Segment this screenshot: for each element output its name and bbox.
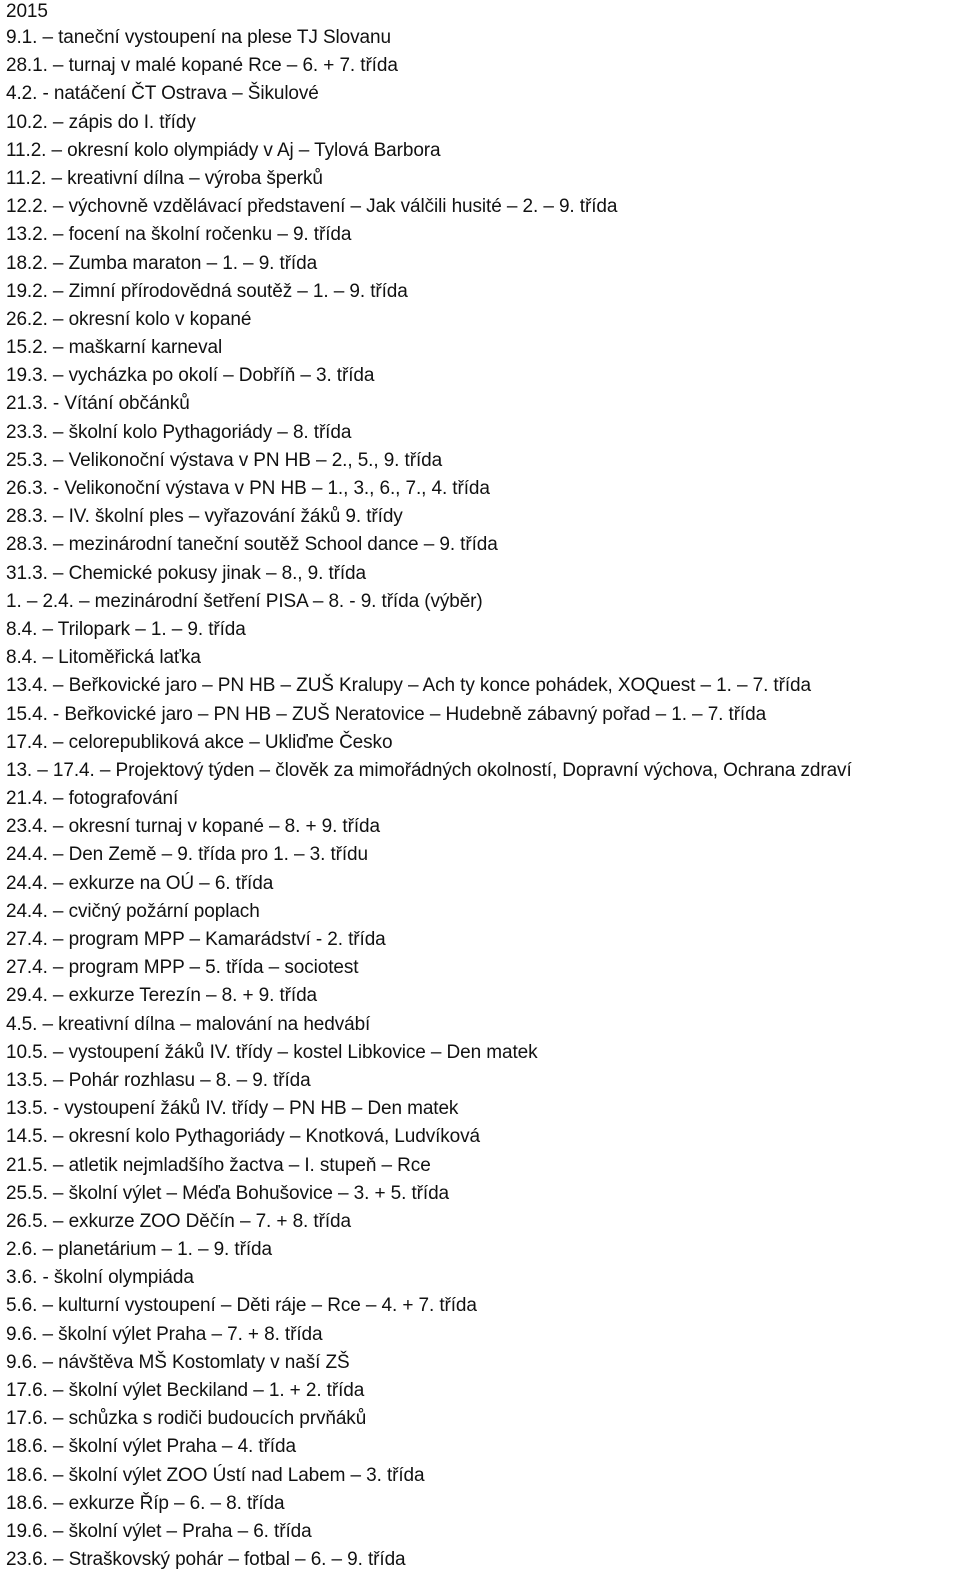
event-item: 21.5. – atletik nejmladšího žactva – I. stupeň – Rce bbox=[6, 1154, 431, 1176]
event-item: 18.6. – školní výlet Praha – 4. třída bbox=[6, 1436, 296, 1458]
event-item: 17.6. – školní výlet Beckiland – 1. + 2. třída bbox=[6, 1380, 365, 1401]
event-item: 11.2. – okresní kolo olympiády v Aj – Tylová Barbora bbox=[6, 139, 441, 161]
event-item: 17.6. – schůzka s rodiči budoucích prvňáků bbox=[6, 1408, 367, 1430]
event-item: 14.5. – okresní kolo Pythagoriády – Knotková, Ludvíková bbox=[6, 1126, 481, 1148]
event-item: 13. – 17.4. – Projektový týden – člověk za mimořádných okolností, Dopravní výchova, Ochrana zdraví bbox=[6, 759, 852, 781]
event-item: 26.2. – okresní kolo v kopané bbox=[6, 308, 252, 330]
event-item: 2.6. – planetárium – 1. – 9. třída bbox=[6, 1239, 272, 1261]
event-item: 10.5. – vystoupení žáků IV. třídy – kostel Libkovice – Den matek bbox=[6, 1041, 538, 1063]
event-item: 28.3. – mezinárodní taneční soutěž School dance – 9. třída bbox=[6, 534, 498, 556]
event-item: 3.6. - školní olympiáda bbox=[6, 1267, 194, 1289]
event-item: 18.2. – Zumba maraton – 1. – 9. třída bbox=[6, 252, 318, 274]
event-item: 19.2. – Zimní přírodovědná soutěž – 1. – 9. třída bbox=[6, 280, 408, 302]
event-item: 1. – 2.4. – mezinárodní šetření PISA – 8. - 9. třída (výběr) bbox=[6, 590, 483, 612]
event-item: 24.4. – Den Země – 9. třída pro 1. – 3. třídu bbox=[6, 844, 368, 866]
event-item: 29.4. – exkurze Terezín – 8. + 9. třída bbox=[6, 985, 318, 1007]
event-item: 25.5. – školní výlet – Méďa Bohušovice – 3. + 5. třída bbox=[6, 1182, 450, 1204]
event-item: 12.2. – výchovně vzdělávací představení – Jak válčili husité – 2. – 9. třída bbox=[6, 196, 618, 218]
event-item: 18.6. – školní výlet ZOO Ústí nad Labem – 3. třída bbox=[6, 1464, 425, 1486]
event-list-document bbox=[6, 0, 956, 1574]
event-item: 13.2. – focení na školní ročenku – 9. třída bbox=[6, 224, 352, 246]
event-item: 26.5. – exkurze ZOO Děčín – 7. + 8. třída bbox=[6, 1210, 351, 1232]
event-item: 13.5. - vystoupení žáků IV. třídy – PN HB – Den matek bbox=[6, 1098, 459, 1120]
event-item: 23.3. – školní kolo Pythagoriády – 8. třída bbox=[6, 421, 352, 443]
event-list bbox=[6, 24, 956, 1574]
event-item: 26.3. - Velikonoční výstava v PN HB – 1., 3., 6., 7., 4. třída bbox=[6, 478, 490, 499]
event-item: 5.6. – kulturní vystoupení – Děti ráje – Rce – 4. + 7. třída bbox=[6, 1295, 477, 1317]
event-item: 21.4. – fotografování bbox=[6, 788, 179, 810]
event-item: 17.4. – celorepubliková akce – Ukliďme Česko bbox=[6, 731, 393, 753]
event-item: 27.4. – program MPP – Kamarádství - 2. třída bbox=[6, 929, 386, 950]
event-item: 13.4. – Beřkovické jaro – PN HB – ZUŠ Kralupy – Ach ty konce pohádek, XOQuest – 1. – 7. třída bbox=[6, 675, 811, 697]
event-item: 8.4. – Trilopark – 1. – 9. třída bbox=[6, 618, 246, 640]
event-item: 25.3. – Velikonoční výstava v PN HB – 2., 5., 9. třída bbox=[6, 449, 443, 471]
event-item: 31.3. – Chemické pokusy jinak – 8., 9. třída bbox=[6, 562, 366, 584]
event-item: 19.3. – vycházka po okolí – Dobříň – 3. třída bbox=[6, 365, 375, 387]
event-item: 24.4. – cvičný požární poplach bbox=[6, 900, 260, 922]
event-item: 10.2. – zápis do I. třídy bbox=[6, 111, 196, 133]
event-item: 13.5. – Pohár rozhlasu – 8. – 9. třída bbox=[6, 1069, 311, 1091]
event-item: 15.2. – maškarní karneval bbox=[6, 337, 223, 359]
event-item: 9.1. – taneční vystoupení na plese TJ Slovanu bbox=[6, 27, 391, 48]
event-item: 4.5. – kreativní dílna – malování na hedvábí bbox=[6, 1013, 371, 1035]
event-item: 8.4. – Litoměřická laťka bbox=[6, 647, 201, 669]
event-item: 9.6. – školní výlet Praha – 7. + 8. třída bbox=[6, 1323, 323, 1345]
event-item: 4.2. - natáčení ČT Ostrava – Šikulové bbox=[6, 83, 319, 105]
event-item: 21.3. - Vítání občánků bbox=[6, 393, 190, 415]
event-item: 23.4. – okresní turnaj v kopané – 8. + 9. třída bbox=[6, 816, 380, 838]
event-item: 18.6. – exkurze Říp – 6. – 8. třída bbox=[6, 1492, 285, 1514]
year-heading: 2015 bbox=[6, 1, 48, 22]
event-item: 23.6. – Straškovský pohár – fotbal – 6. – 9. třída bbox=[6, 1549, 406, 1571]
event-item: 9.6. – návštěva MŠ Kostomlaty v naší ZŠ bbox=[6, 1351, 350, 1373]
event-item: 11.2. – kreativní dílna – výroba šperků bbox=[6, 167, 323, 189]
event-item: 15.4. - Beřkovické jaro – PN HB – ZUŠ Neratovice – Hudebně zábavný pořad – 1. – 7. třída bbox=[6, 703, 767, 725]
event-item: 27.4. – program MPP – 5. třída – sociotest bbox=[6, 957, 359, 979]
event-item: 28.3. – IV. školní ples – vyřazování žáků 9. třídy bbox=[6, 506, 403, 528]
event-item: 19.6. – školní výlet – Praha – 6. třída bbox=[6, 1520, 312, 1542]
event-item: 24.4. – exkurze na OÚ – 6. třída bbox=[6, 872, 274, 894]
event-item: 28.1. – turnaj v malé kopané Rce – 6. + 7. třída bbox=[6, 55, 398, 77]
